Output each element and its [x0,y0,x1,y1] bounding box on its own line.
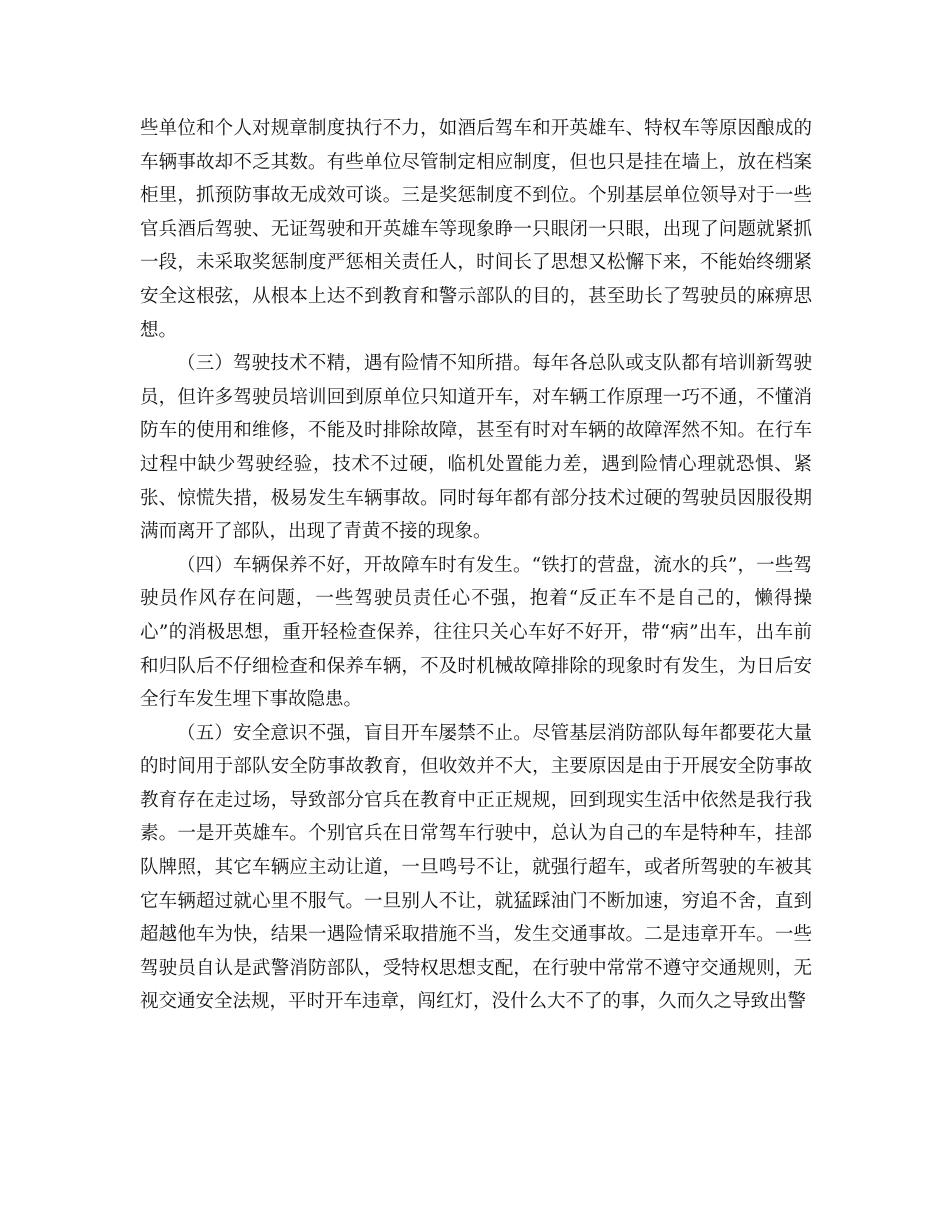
document-page [140,112,812,1019]
paragraph-vehicle-maintenance: （四）车辆保养不好，开故障车时有发生。“铁打的营盘，流水的兵”，一些驾驶员作风存在问题，一些驾驶员责任心不强，抱着“反正车不是自己的，懒得操心”的消极思想，重开轻检查保养，往往只关心车好不好开，带“病”出车，出车前和归队后不仔细检查和保养车辆，不及时机械故障排除的现象时有发生，为日后安全行车发生埋下事故隐患。 [140,554,812,711]
paragraph-safety-awareness: （五）安全意识不强，盲目开车屡禁不止。尽管基层消防部队每年都要花大量的时间用于部队安全防事故教育，但收效并不大，主要原因是由于开展安全防事故教育存在走过场，导致部分官兵在教育中正正规规，回到现实生活中依然是我行我素。一是开英雄车。个别官兵在日常驾车行驶中，总认为自己的车是特种车，挂部队牌照，其它车辆应主动让道，一旦鸣号不让，就强行超车，或者所驾驶的车被其它车辆超过就心里不服气。一旦别人不让，就猛踩油门不断加速，穷追不舍，直到超越他车为快，结果一遇险情采取措施不当，发生交通事故。二是违章开车。一些驾驶员自认是武警消防部队，受特权思想支配，在行驶中常常不遵守交通规则，无视交通安全法规，平时开车违章，闯红灯，没什么大不了的事，久而久之导致出警 [140,722,812,1013]
paragraph-driving-skills: （三）驾驶技术不精，遇有险情不知所措。每年各总队或支队都有培训新驾驶员，但许多驾驶员培训回到原单位只知道开车，对车辆工作原理一巧不通，不懂消防车的使用和维修，不能及时排除故障，甚至有时对车辆的故障浑然不知。在行车过程中缺少驾驶经验，技术不过硬，临机处置能力差，遇到险情心理就恐惧、紧张、惊慌失措，极易发生车辆事故。同时每年都有部分技术过硬的驾驶员因服役期满而离开了部队，出现了青黄不接的现象。 [140,353,812,543]
paragraph-continuation: 些单位和个人对规章制度执行不力，如酒后驾车和开英雄车、特权车等原因酿成的车辆事故却不乏其数。有些单位尽管制定相应制度，但也只是挂在墙上，放在档案柜里，抓预防事故无成效可谈。三是奖惩制度不到位。个别基层单位领导对于一些官兵酒后驾驶、无证驾驶和开英雄车等现象睁一只眼闭一只眼，出现了问题就紧抓一段，未采取奖惩制度严惩相关责任人，时间长了思想又松懈下来，不能始终绷紧安全这根弦，从根本上达不到教育和警示部队的目的，甚至助长了驾驶员的麻痹思想。 [140,118,812,341]
